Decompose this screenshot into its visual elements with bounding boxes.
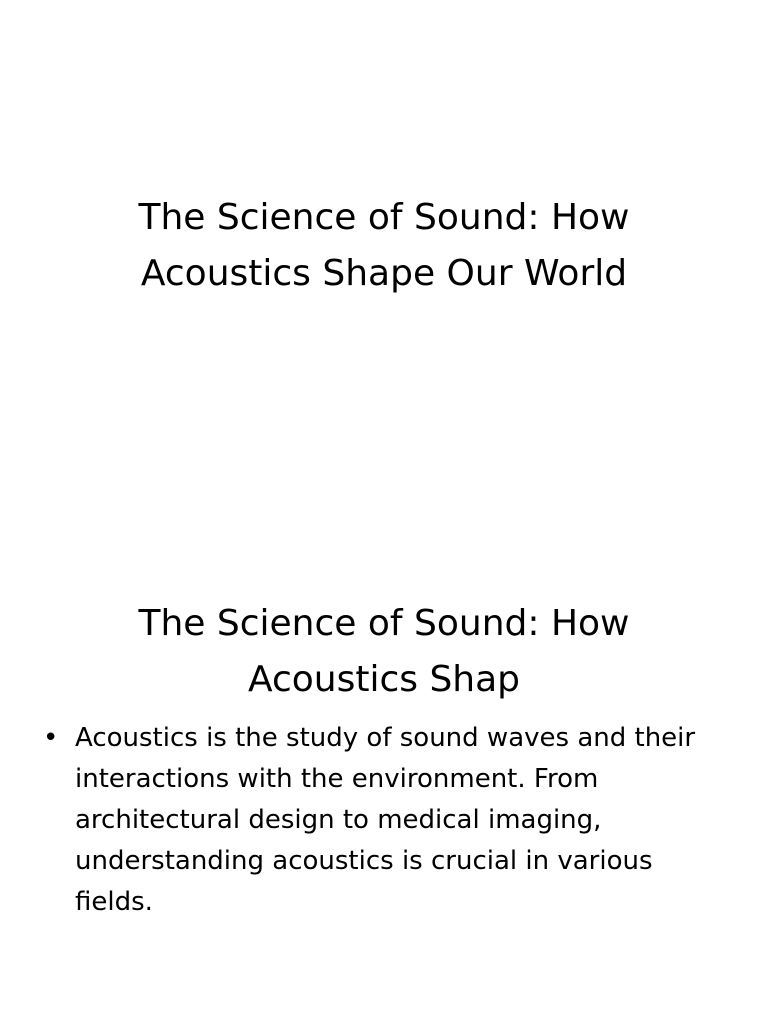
content-slide <box>0 512 768 1024</box>
slide-title: The Science of Sound: How Acoustics Shape Our World <box>138 197 630 294</box>
bullet-list <box>38 718 728 923</box>
bullet-icon: • <box>43 723 59 753</box>
bullet-item <box>38 718 728 923</box>
bullet-text: Acoustics is the study of sound waves and their interactions with the environment. From architectural design to medical imaging, understanding acoustics is crucial in various fields. <box>75 723 696 917</box>
slide-heading: The Science of Sound: How Acoustics Shap <box>138 603 630 700</box>
